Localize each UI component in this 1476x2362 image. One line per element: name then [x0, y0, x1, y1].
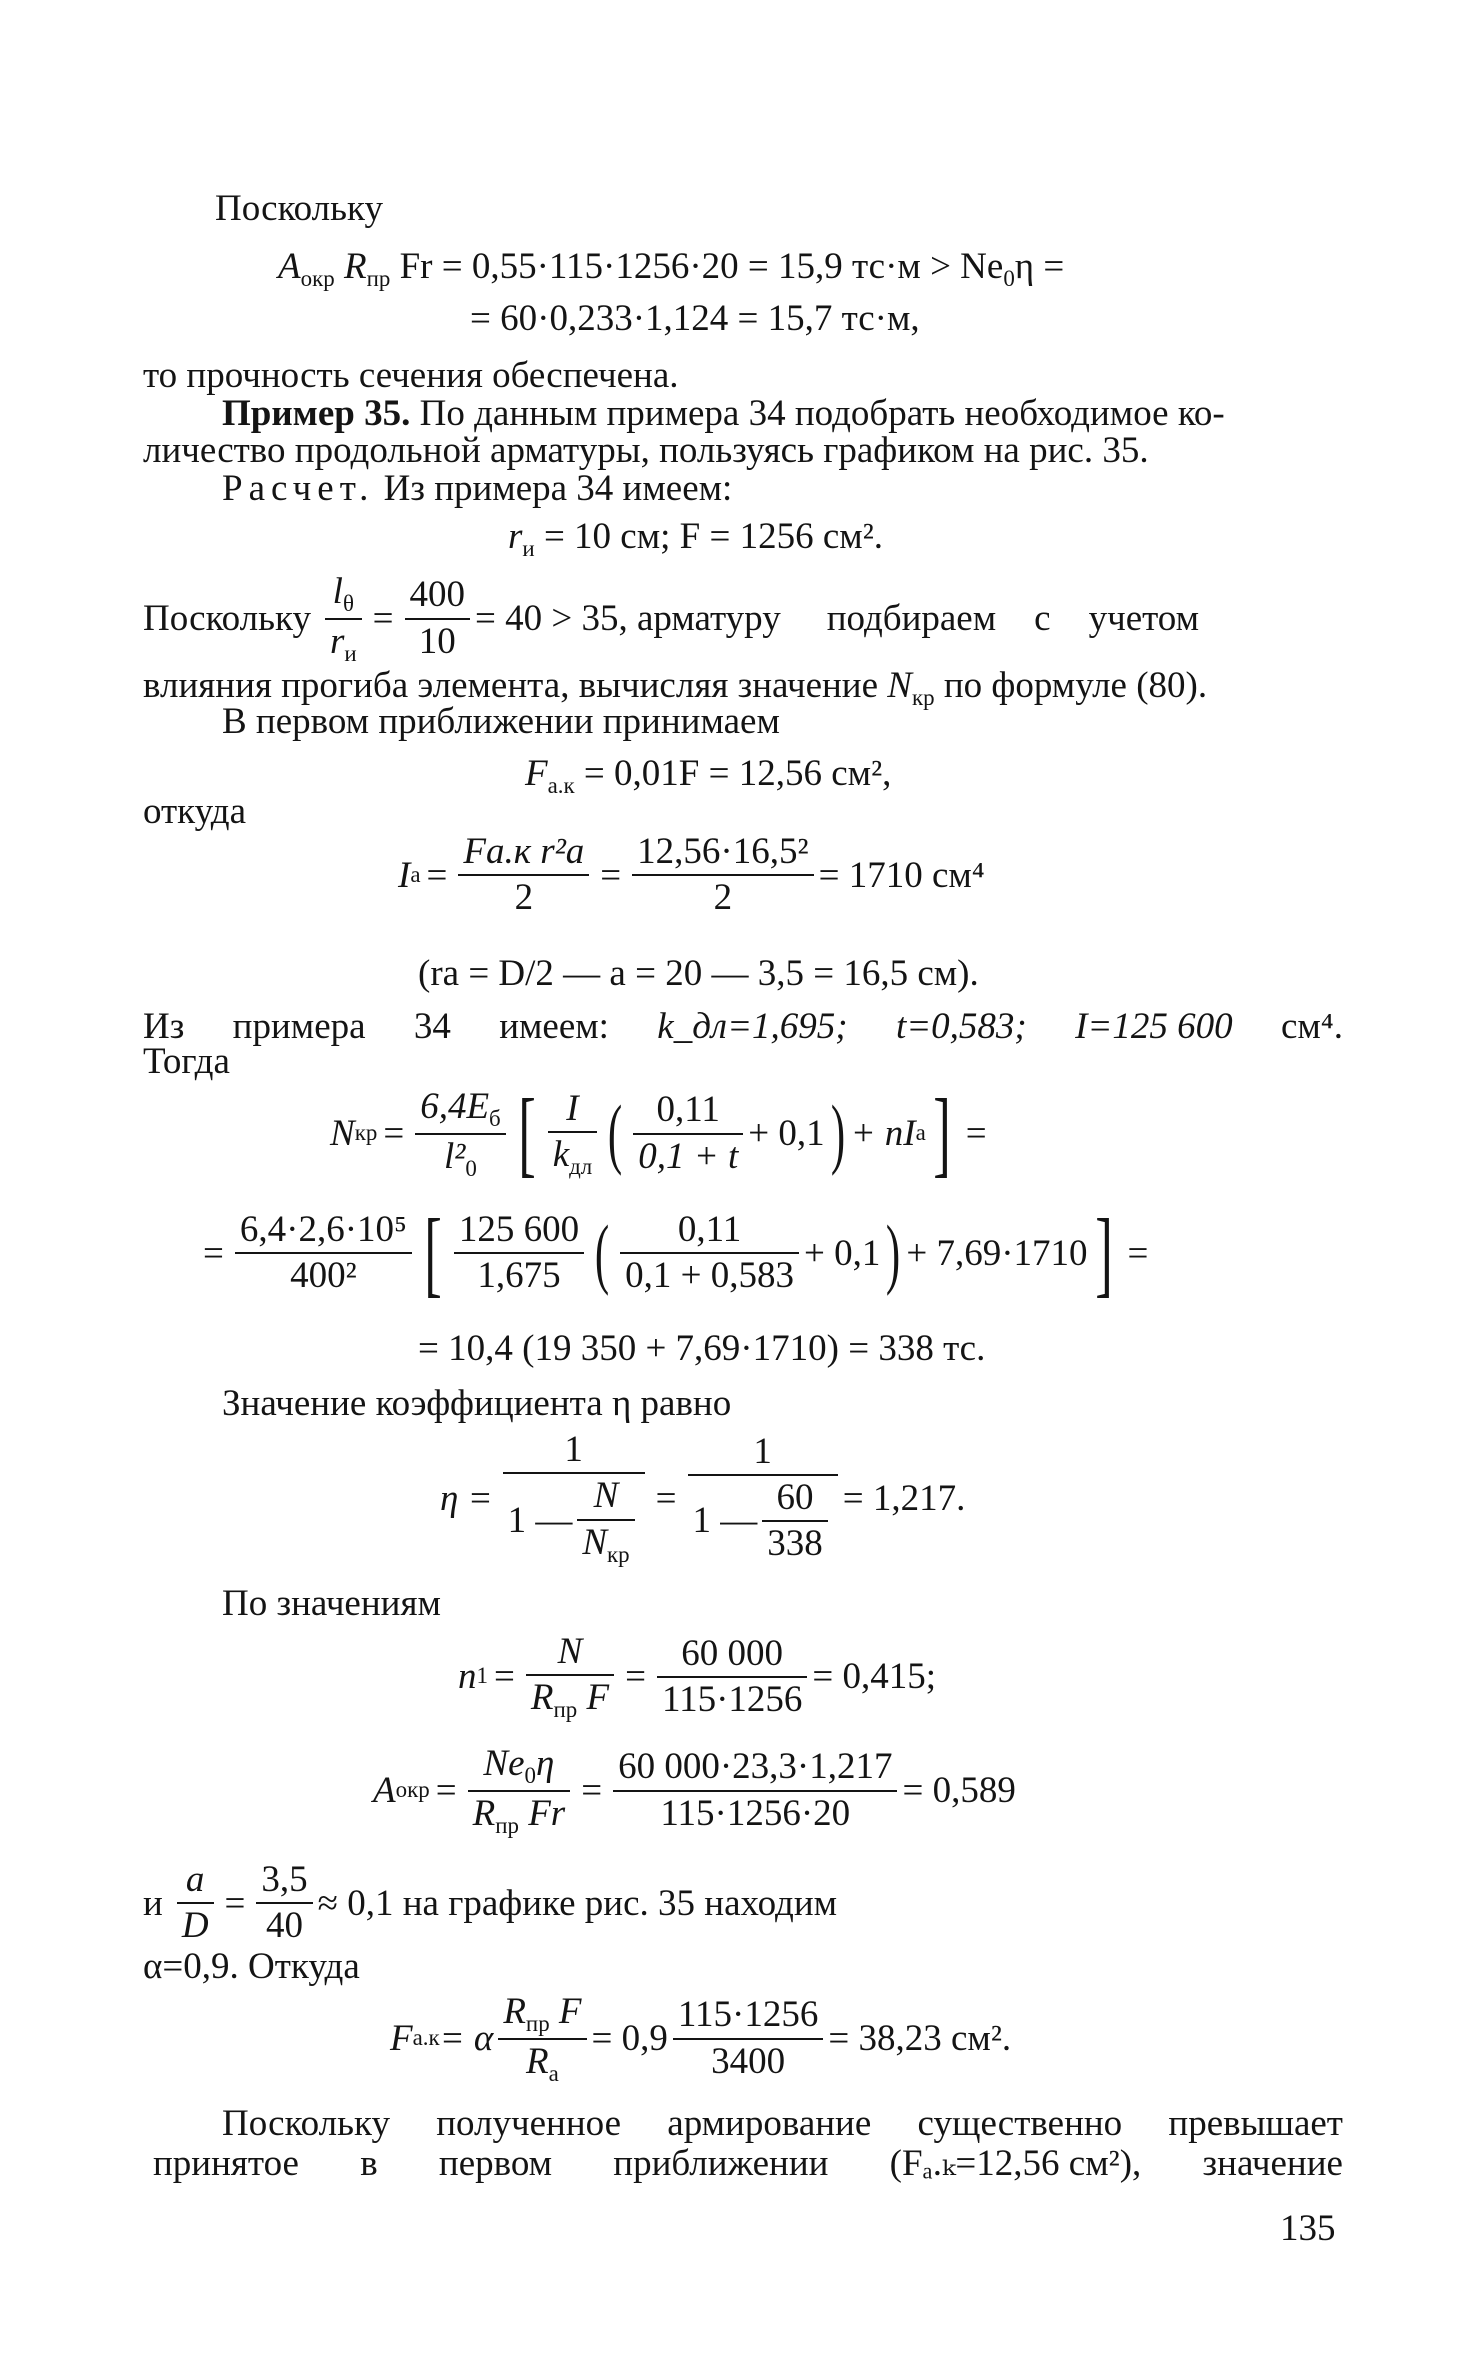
fraction-60000: $\frac{60 000}{115\cdot 1256}$: [657, 1632, 807, 1723]
equation-reinforcement-result: F а.к = α $\frac{R_{пр} F}{R_а}$ = 0,9 $\frac{115\cdot 1256}{3400}$ = 38,23 см².: [390, 1991, 1012, 2086]
right-bracket: ]: [1094, 1199, 1113, 1307]
fraction-slenderness: $\frac{l_\theta}{r_и}$: [325, 570, 362, 667]
fraction-eta-symbolic: 1 1 — $\frac{N}{N_{кр}}$: [503, 1428, 645, 1568]
right-paren: ): [830, 1089, 845, 1177]
equation-A-okr: A окр = $\frac{Ne_0\eta}{R_{пр} Fr}$ = $\frac{60 000\cdot 23,3\cdot 1,217}{115\cdot 1256\cdot 20}$ = 0,589: [373, 1743, 1016, 1838]
fraction-115-1256-3400: $\frac{115\cdot 1256}{3400}$: [673, 1993, 823, 2084]
equation-n1: n 1 = $\frac{N}{R_{пр} F}$ = $\frac{60 000}{115\cdot 1256}$ = 0,415;: [458, 1631, 937, 1723]
text-line-justified: принятое в первом приближении (Fₐ.ₖ=12,56 см²), значение: [153, 2143, 1343, 2184]
equation-strength-check-continued: = 60·0,233·1,124 = 15,7 тс·м,: [470, 298, 920, 339]
left-bracket: [: [424, 1199, 442, 1307]
example-heading: Пример 35. По данным примера 34 подобрать необходимое ко-: [222, 393, 1225, 434]
right-paren: ): [886, 1209, 901, 1297]
equation-strength-check: $A_{окр}$ $R_{пр}$ Fr = 0,55·115·1256·20 = 15,9 $тс\cdot м > Ne_0\eta$ =: [278, 246, 1065, 292]
left-paren: (: [594, 1209, 610, 1297]
fraction-0-11-numeric: $\frac{0,11}{0,1 + 0,583}$: [620, 1208, 799, 1299]
fraction-0-11: $\frac{0,11}{0,1 + t}$: [633, 1088, 743, 1179]
equation-eta: η = 1 1 — $\frac{N}{N_{кр}}$ = 1 1 — $\frac{60}{338}$ = 1,217.: [440, 1429, 966, 1567]
equation-critical-force-numeric: = $\frac{\text{6,4·2,6·10⁵}}{\text{400²}}$ [ $\frac{125 600}{1,675}$ ( $\frac{0,11}{0,1 + 0,583}$ + 0,1 ) + 7,69·1710 ] =: [203, 1199, 1149, 1307]
left-bracket: [: [517, 1079, 536, 1187]
fraction-RprF-Ra: $\frac{R_{пр} F}{R_а}$: [498, 1990, 586, 2087]
fraction-A-okr-numeric: $\frac{60 000\cdot 23,3\cdot 1,217}{115\cdot 1256\cdot 20}$: [613, 1745, 897, 1836]
equation-radius-reinforcement: (rа = D/2 — a = 20 — 3,5 = 16,5 см).: [418, 953, 979, 994]
fraction-6-4Eb: $\frac{6,4E_б}{l^2_0}$: [415, 1085, 506, 1182]
text-line: личество продольной арматуры, пользуясь графиком на рис. 35.: [143, 430, 1149, 471]
fraction-400-10: $\frac{400}{10}$: [405, 573, 471, 664]
text-line: В первом приближении принимаем: [222, 701, 780, 742]
text-line: α=0,9. Откуда: [143, 1946, 360, 1987]
fraction-coefficient: $\frac{\text{6,4·2,6·10⁵}}{\text{400²}}$: [235, 1208, 412, 1299]
equation-critical-force: N кр = $\frac{6,4E_б}{l^2_0}$ [ $\frac{I}{k_{дл}}$ ( $\frac{0,11}{0,1 + t}$ + 0,1 ) + nI а ] =: [330, 1079, 987, 1187]
text-line: По значениям: [222, 1583, 441, 1624]
right-bracket: ]: [933, 1079, 951, 1187]
fraction-Ne0eta: $\frac{Ne_0\eta}{R_{пр} Fr}$: [468, 1742, 571, 1839]
text-line: влияния прогиба элемента, вычисляя значение $N_{кр}$ по формуле (80).: [143, 665, 1208, 711]
fraction-I-kdl: $\frac{I}{k_{дл}}$: [548, 1087, 598, 1181]
ratio-line: и $\frac{a}{D}$ = $\frac{3,5}{40}$ ≈ 0,1 на графике рис. 35 находим: [143, 1858, 837, 1949]
text-line: Тогда: [143, 1041, 230, 1082]
left-paren: (: [608, 1089, 623, 1177]
text-line-justified: Из примера 34 имеем: k_дл=1,695; t=0,583; I=125 600 см⁴.: [143, 1006, 1343, 1047]
slenderness-line: Поскольку $\frac{l_\theta}{r_и}$ = $\frac{400}{10}$ = 40 > 35, арматуру подбираем с учетом: [143, 571, 1200, 666]
text-line-justified: Поскольку полученное армирование существенно превышает: [222, 2103, 1343, 2144]
fraction-eta-numeric: 1 1 — $\frac{60}{338}$: [688, 1430, 838, 1567]
fraction-3-5-40: $\frac{3,5}{40}$: [256, 1858, 312, 1949]
fraction-125600: $\frac{125 600}{1,675}$: [454, 1208, 584, 1299]
fraction-N-RprF: $\frac{N}{R_{пр} F}$: [526, 1630, 614, 1724]
equation-critical-force-result: = 10,4 (19 350 + 7,69·1710) = 338 тс.: [418, 1328, 986, 1369]
text-line: Поскольку: [215, 188, 383, 229]
page-number: 135: [1280, 2208, 1336, 2249]
fraction-a-D: $\frac{a}{D}$: [177, 1858, 214, 1949]
equation-initial-reinforcement: $F_{а.к} = 0,01F = 12,56$ см²,: [525, 753, 892, 799]
text-line: то прочность сечения обеспечена.: [143, 355, 679, 396]
fraction-Fak-ra2: $\frac{\text{Fа.к r²а}}{2}$: [458, 830, 589, 921]
text-line: Расчет. Из примера 34 имеем:: [222, 468, 733, 509]
text-line: откуда: [143, 791, 247, 832]
equation-radius-area: $r_и = 10$ см; F = 1256 см².: [508, 516, 884, 562]
text-line: Значение коэффициента η равно: [222, 1383, 732, 1424]
fraction-numeric-inertia: $\frac{\text{12,56·16,5²}}{2}$: [632, 830, 813, 921]
equation-moment-of-inertia: I а = $\frac{\text{Fа.к r²а}}{2}$ = $\frac{\text{12,56·16,5²}}{2}$ = 1710 см⁴: [398, 830, 985, 921]
